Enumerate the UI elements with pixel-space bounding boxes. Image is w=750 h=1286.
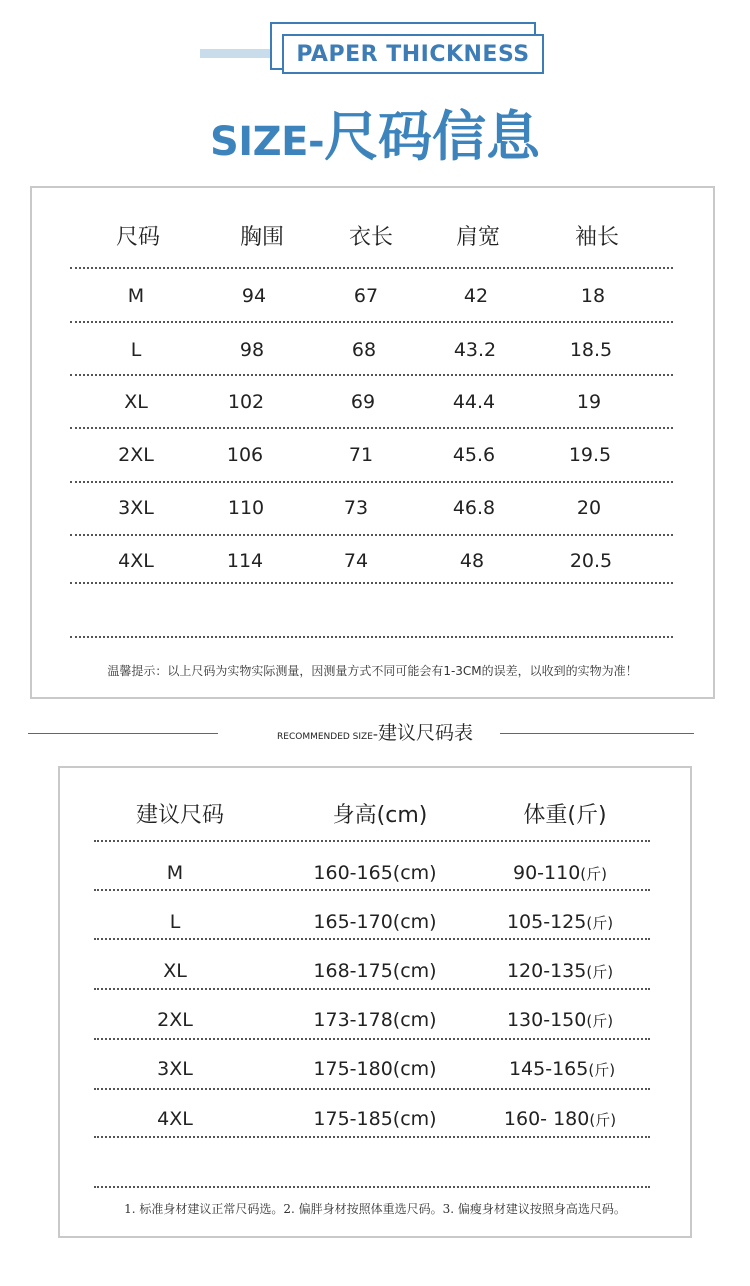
table-cell: 67 [353,285,379,307]
row-divider [70,481,673,483]
table-cell: 48 [459,550,485,572]
table-cell: 2XL [118,444,154,466]
size-table-header: 袖长 [574,225,620,250]
recommended-heading-dash: - [372,727,378,743]
table-cell: 19.5 [568,444,612,466]
table-cell: 73 [343,497,369,519]
measurement-note: 温馨提示：以上尺码为实物实际测量，因测量方式不同可能会有1-3CM的误差，以收到的实物为准！ [107,664,638,678]
weight-value: 130-150 [506,1009,587,1031]
row-divider [70,582,673,584]
recommendation-note: 1. 标准身材建议正常尺码选。2. 偏胖身材按照体重选尺码。3. 偏瘦身材建议按照身高选尺码。 [124,1202,626,1216]
table-cell: 160-165(cm) [313,862,437,884]
table-cell [507,1009,613,1031]
table-cell: 18.5 [569,339,613,361]
table-cell [507,911,613,933]
weight-unit: (斤) [588,1061,616,1079]
recommended-heading-cn: 建议尺码表 [377,722,473,744]
row-divider [94,988,650,990]
table-cell [509,1058,615,1080]
badge-label: PAPER THICKNESS [282,34,544,74]
weight-unit: (斤) [580,865,608,883]
row-divider [70,267,673,269]
table-cell: 110 [227,497,265,519]
table-cell: 3XL [118,497,154,519]
row-divider [70,636,673,638]
weight-unit: (斤) [589,1111,617,1129]
recommended-table-header: 身高(cm) [332,803,428,828]
table-cell: 45.6 [452,444,496,466]
table-cell: 168-175(cm) [313,960,437,982]
recommended-size-table [58,766,692,1238]
row-divider [94,1136,650,1138]
table-cell: XL [124,391,148,413]
row-divider [70,427,673,429]
table-cell: XL [163,960,187,982]
table-cell: 94 [241,285,267,307]
table-cell: 71 [348,444,374,466]
table-cell: L [130,339,142,361]
weight-value: 120-135 [506,960,587,982]
weight-value: 90-110 [512,862,581,884]
table-cell: 20.5 [569,550,613,572]
table-cell: 102 [227,391,265,413]
page-title [0,94,750,171]
table-cell: 46.8 [452,497,496,519]
table-cell: 106 [226,444,264,466]
row-divider [94,1186,650,1188]
table-cell: 74 [343,550,369,572]
row-divider [70,321,673,323]
paper-thickness-badge [200,22,548,78]
table-cell: 175-185(cm) [313,1108,437,1130]
table-cell: 4XL [157,1108,193,1130]
table-cell: 4XL [118,550,154,572]
table-cell: 3XL [157,1058,193,1080]
table-cell: 19 [576,391,602,413]
table-cell [504,1108,616,1130]
size-table-header: 衣长 [348,225,394,250]
weight-unit: (斤) [586,1012,614,1030]
table-cell: 43.2 [453,339,497,361]
weight-value: 160- 180 [503,1108,590,1130]
size-table-header: 尺码 [115,225,161,250]
recommended-table-header: 体重(斤) [523,803,607,828]
recommended-size-heading [0,718,750,745]
table-cell [507,960,613,982]
row-divider [94,938,650,940]
table-cell: 68 [351,339,377,361]
table-cell [513,862,607,884]
table-cell: L [169,911,181,933]
table-cell: 20 [576,497,602,519]
table-cell: M [166,862,184,884]
row-divider [70,534,673,536]
size-table-header: 肩宽 [455,225,501,250]
table-cell: 44.4 [452,391,496,413]
table-cell: 69 [350,391,376,413]
table-cell: 165-170(cm) [313,911,437,933]
weight-value: 105-125 [506,911,587,933]
weight-unit: (斤) [586,914,614,932]
row-divider [94,1088,650,1090]
page-title-en: SIZE- [209,119,325,165]
table-cell: 42 [463,285,489,307]
weight-value: 145-165 [508,1058,589,1080]
table-cell: 173-178(cm) [313,1009,437,1031]
recommended-heading-en: RECOMMENDED SIZE [277,732,373,742]
page-title-cn: 尺码信息 [324,105,541,168]
size-table [30,186,715,699]
table-cell: 175-180(cm) [313,1058,437,1080]
row-divider [94,889,650,891]
table-cell: M [127,285,145,307]
size-table-header: 胸围 [239,225,285,250]
table-cell: 114 [226,550,264,572]
recommended-table-header: 建议尺码 [135,803,225,828]
table-cell: 18 [580,285,606,307]
row-divider [94,840,650,842]
table-cell: 2XL [157,1009,193,1031]
weight-unit: (斤) [586,963,614,981]
row-divider [70,374,673,376]
table-cell: 98 [239,339,265,361]
row-divider [94,1038,650,1040]
